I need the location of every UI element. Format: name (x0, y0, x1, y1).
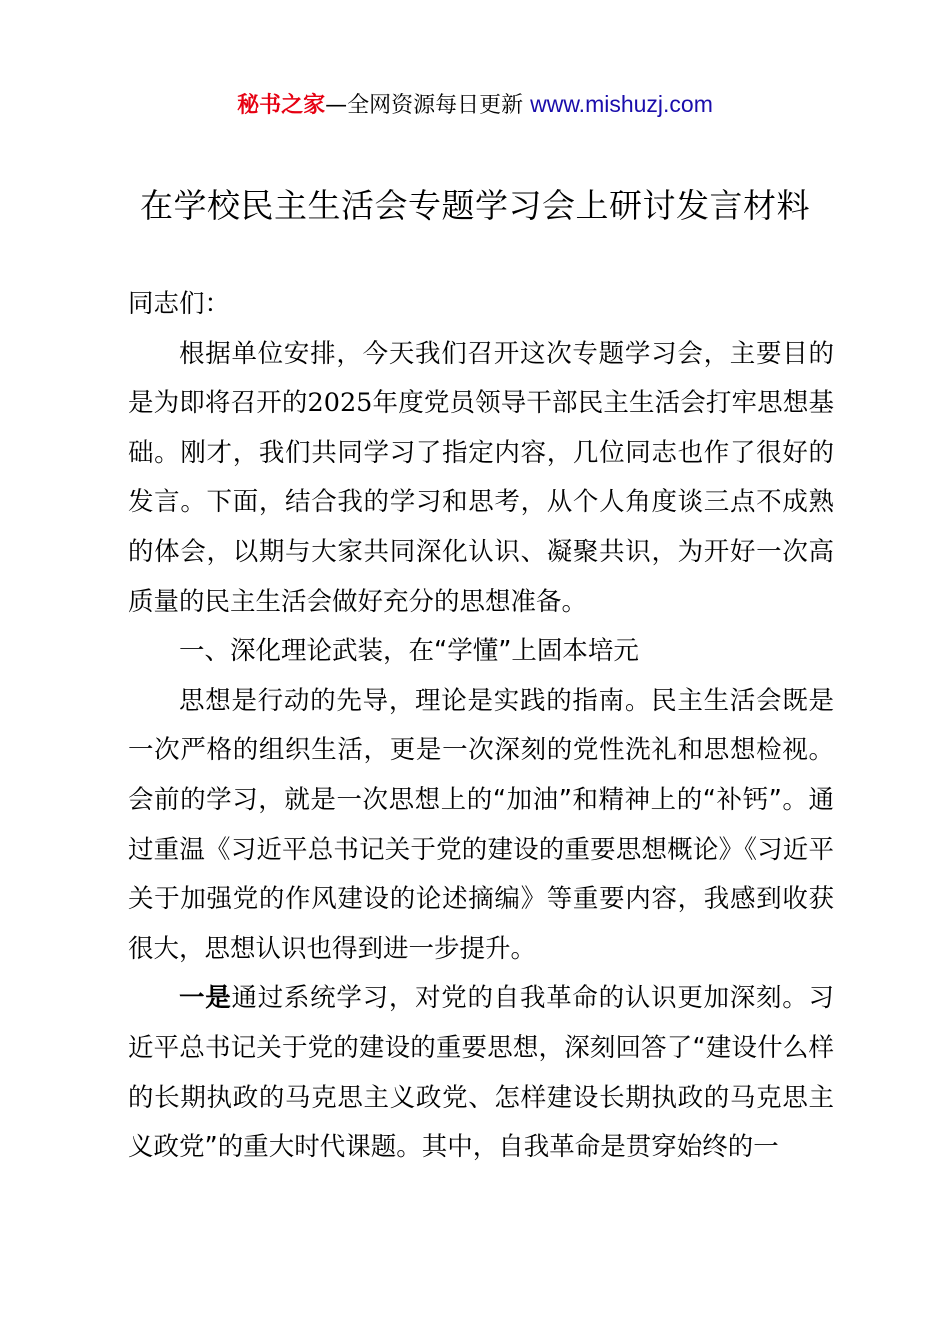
salutation: 同志们： (128, 289, 231, 319)
document-title: 在学校民主生活会专题学习会上研讨发言材料 (140, 186, 810, 225)
intro-paragraph (128, 330, 834, 628)
intro-year: 2025 (307, 388, 373, 419)
banner-tagline: —全网资源每日更新 (325, 93, 531, 118)
document-body (128, 280, 834, 1173)
site-banner (0, 88, 950, 122)
section-heading-1: 一、深化理论武装，在“学懂”上固本培元 (179, 636, 639, 667)
point-one-text: 通过系统学习，对党的自我革命的认识更加深刻。习近平总书记关于党的建设的重要思想，深刻回答了“建设什么样的长期执政的马克思主义政党、怎样建设长期执政的马克思主义政党”的重大时代课题。其中，自我革命是贯穿始终的一 (128, 983, 834, 1163)
intro-text-part1: 根据单位安排，今天我们召开这次专题学习会，主要目的是为即将召开的 (128, 338, 834, 419)
intro-text-part2: 年度党员领导干部民主生活会打牢思想基础。刚才，我们共同学习了指定内容，几位同志也作了很好的发言。下面，结合我的学习和思考，从个人角度谈三点不成熟的体会，以期与大家共同深化认识、凝聚共识，为开好一次高质量的民主生活会做好充分的思想准备。 (128, 388, 834, 617)
section1-paragraph: 思想是行动的先导，理论是实践的指南。民主生活会既是一次严格的组织生活，更是一次深刻的党性洗礼和思想检视。会前的学习，就是一次思想上的“加油”和精神上的“补钙”。通过重温《习近平总书记关于党的建设的重要思想概论》《习近平关于加强党的作风建设的论述摘编》等重要内容，我感到收获很大，思想认识也得到进一步提升。 (128, 685, 834, 964)
brand-name: 秘书之家 (237, 93, 326, 118)
point-one-lead: 一是 (179, 983, 232, 1014)
point-one-paragraph (128, 974, 834, 1172)
site-url-link[interactable]: www.mishuzj.com (530, 91, 713, 117)
